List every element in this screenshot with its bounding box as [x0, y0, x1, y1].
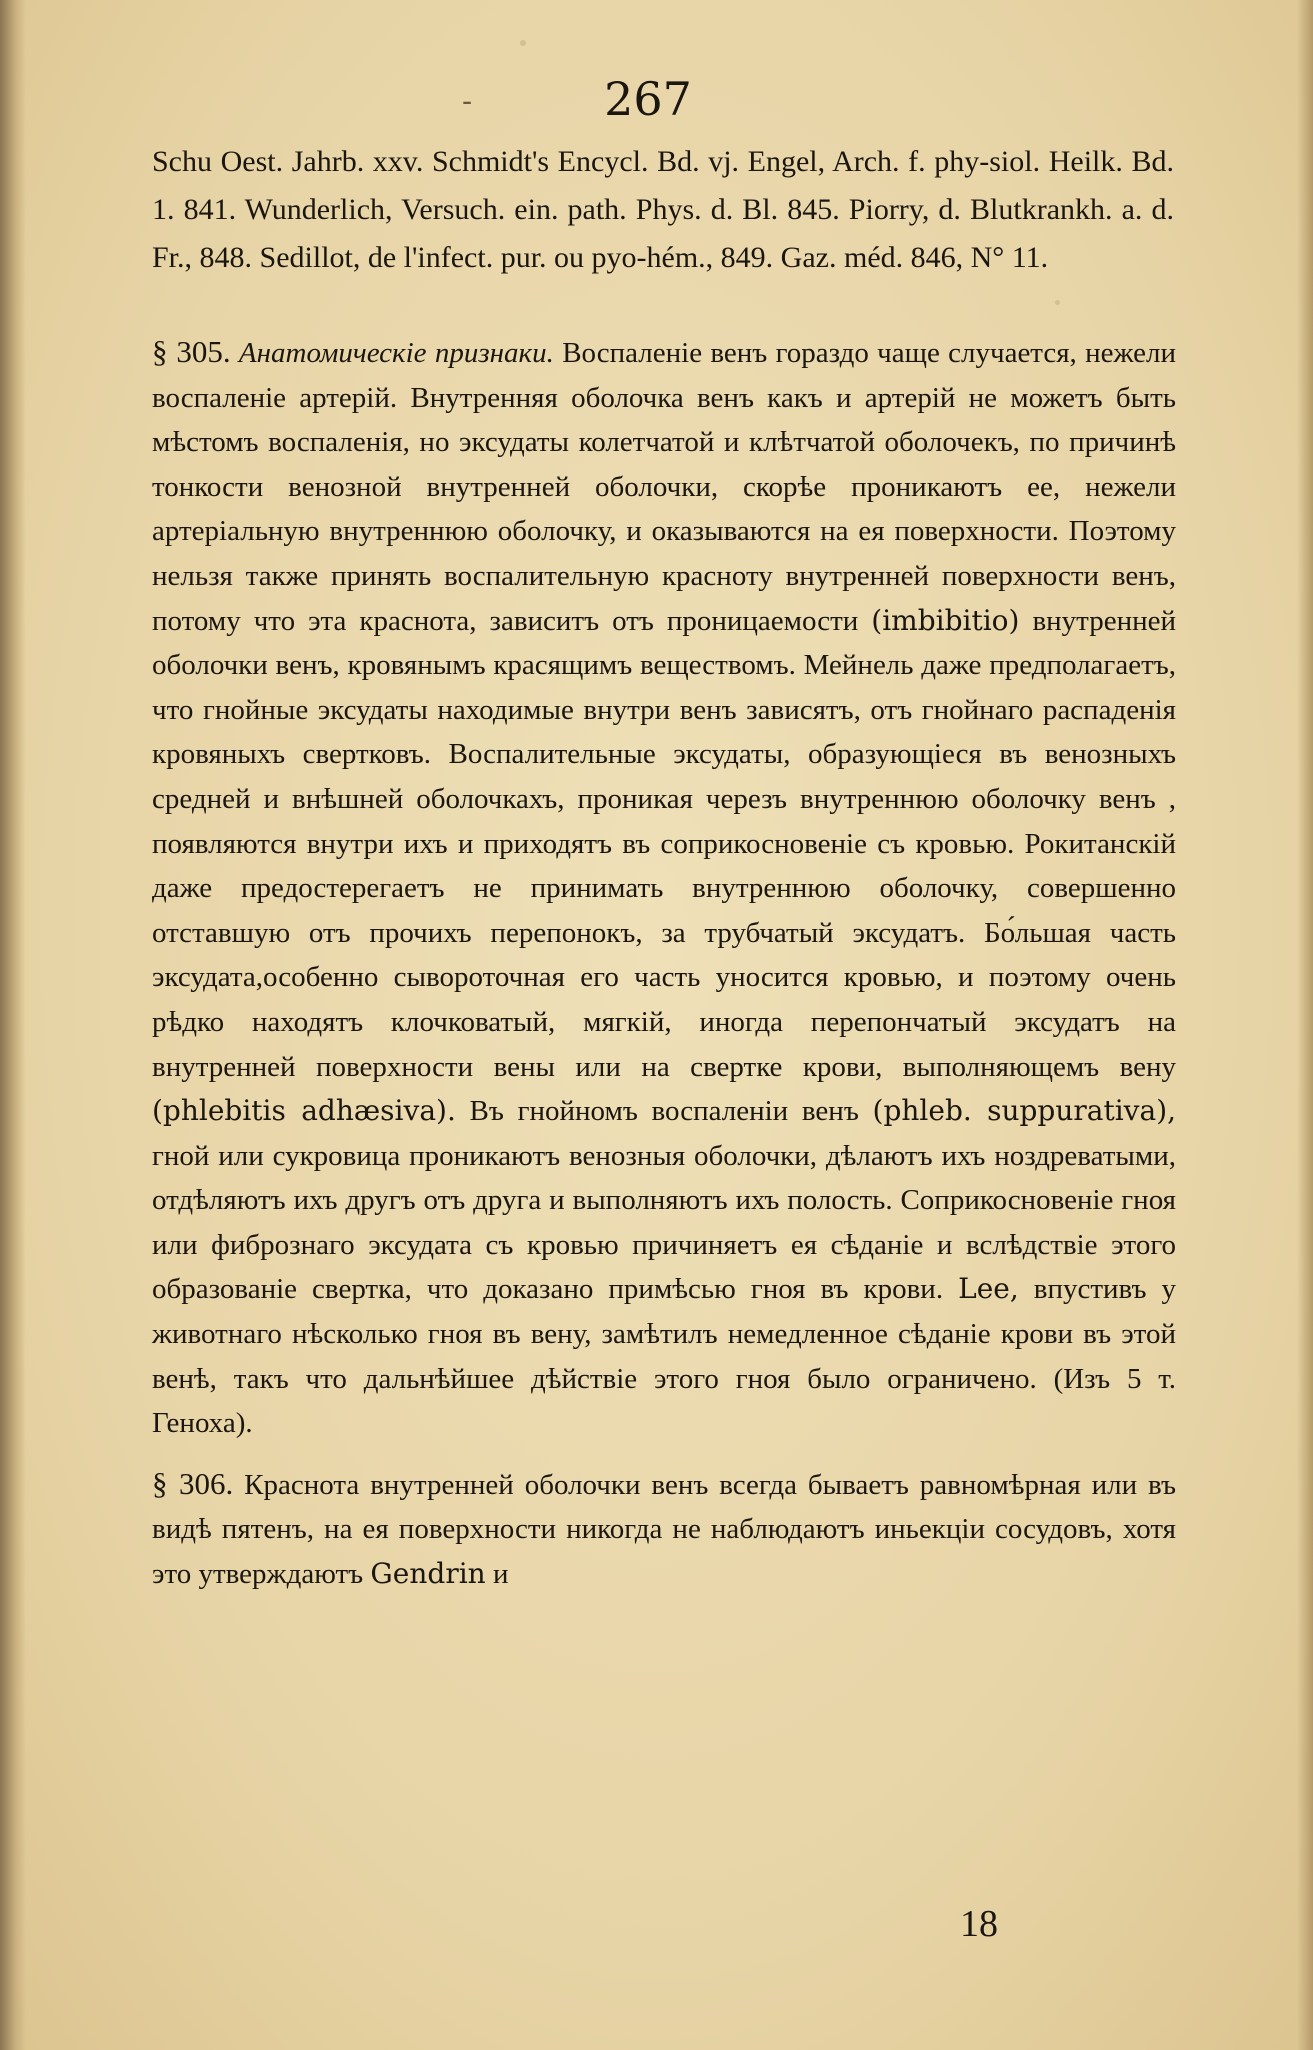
latin-term: (phleb. suppurativa),	[872, 1094, 1177, 1128]
bibliography-references: Schu Oest. Jahrb. xxv. Schmidt's Encycl. Bd. vj. Engel, Arch. f. phy-siol. Heilk. Bd. 1. 841. Wunderlich, Versuch. ein. path. Phys. d. Bl. 845. Piorry, d. Blutkrankh. a. d. Fr., 848. Sedillot, de l'infect. pur. ou pyo-hém., 849. Gaz. méd. 846, N° 11.	[152, 145, 1174, 274]
latin-term: (phlebitis adhæsiva).	[152, 1094, 456, 1128]
latin-name: Gendrin	[370, 1557, 486, 1591]
paragraph-text: Краснота внутренней оболочки венъ всегда бываетъ равномѣрная или въ видѣ пятенъ, на ея поверхности никогда не наблюдаютъ иньекціи сосудовъ, хотя это утверждаютъ	[152, 1468, 1177, 1591]
body-text	[152, 330, 1176, 1613]
latin-term: (imbibitio)	[871, 603, 1020, 637]
paragraph-text: впустивъ у животнаго нѣсколько гноя въ вену, замѣтилъ немедленное сѣданіе крови въ этой венѣ, такъ что дальнѣйшее дѣйствіе этого гноя было ограничено. (Изъ 5 т. Геноха).	[152, 1273, 1177, 1440]
paragraph-text: и	[492, 1558, 509, 1591]
section-number: § 306.	[152, 1465, 234, 1501]
paragraph-text: гной или сукровица проникаютъ венозныя оболочки, дѣлаютъ ихъ ноздреватыми, отдѣляютъ ихъ другъ отъ друга и выполняютъ ихъ полость. Соприкосновеніе гноя или фибрознаго эксудата съ кровью причиняетъ ея сѣданіе и вслѣдствіе этого образованіе свертка, что доказано примѣсью гноя въ крови.	[152, 1139, 1176, 1306]
page-binding-edge	[0, 0, 26, 2050]
latin-name: Lee,	[958, 1272, 1019, 1306]
page-dash: -	[462, 84, 473, 119]
paragraph-section-306	[152, 1462, 1176, 1597]
section-heading: Анатомическіе признаки.	[238, 337, 554, 369]
page-outer-edge	[1297, 0, 1313, 2050]
paper-spot	[520, 40, 526, 46]
paper-spot	[1055, 300, 1060, 305]
signature-mark: 18	[960, 1903, 998, 1945]
paragraph-text: внутренней оболочки венъ, кровянымъ красящимъ веществомъ. Мейнель даже предполагаетъ, что гнойные эксудаты находимые внутри венъ зависятъ, отъ гнойнаго распаденія кровяныхъ свертковъ. Воспалительные эксудаты, образующіеся въ венозныхъ средней и внѣшней оболочкахъ, проникая черезъ внутреннюю оболочку венъ , появляются внутри ихъ и приходятъ въ соприкосновеніе съ кровью. Рокитанскій даже предостерегаетъ не принимать внутреннюю оболочку, совершенно отставшую отъ прочихъ перепонокъ, за трубчатый эксудатъ. Бо́льшая часть эксудата,особенно сывороточная его часть уносится кровью, и поэтому очень рѣдко находятъ клочковатый, мягкій, иногда перепончатый эксудатъ на внутренней поверхности вены или на свертке крови, выполняющемъ вену	[152, 604, 1176, 1083]
page-number: 267	[604, 72, 692, 126]
paragraph-section-305	[152, 330, 1176, 1446]
section-number: § 305.	[152, 334, 231, 369]
paragraph-text: Въ гнойномъ воспаленіи венъ	[469, 1095, 859, 1128]
paragraph-text: Воспаленіе венъ гораздо чаще случается, нежели воспаленіе артерій. Внутренняя оболочка венъ какъ и артерій не можетъ быть мѣстомъ воспаленія, но эксудаты колетчатой и клѣтчатой оболочекъ, по причинѣ тонкости венозной внутренней оболочки, скорѣе проникаютъ ее, нежели артеріальную внутреннюю оболочку, и оказываются на ея поверхности. Поэтому нельзя также принять воспалительную красноту внутренней поверхности венъ, потому что эта краснота, зависитъ отъ проницаемости	[152, 337, 1177, 637]
